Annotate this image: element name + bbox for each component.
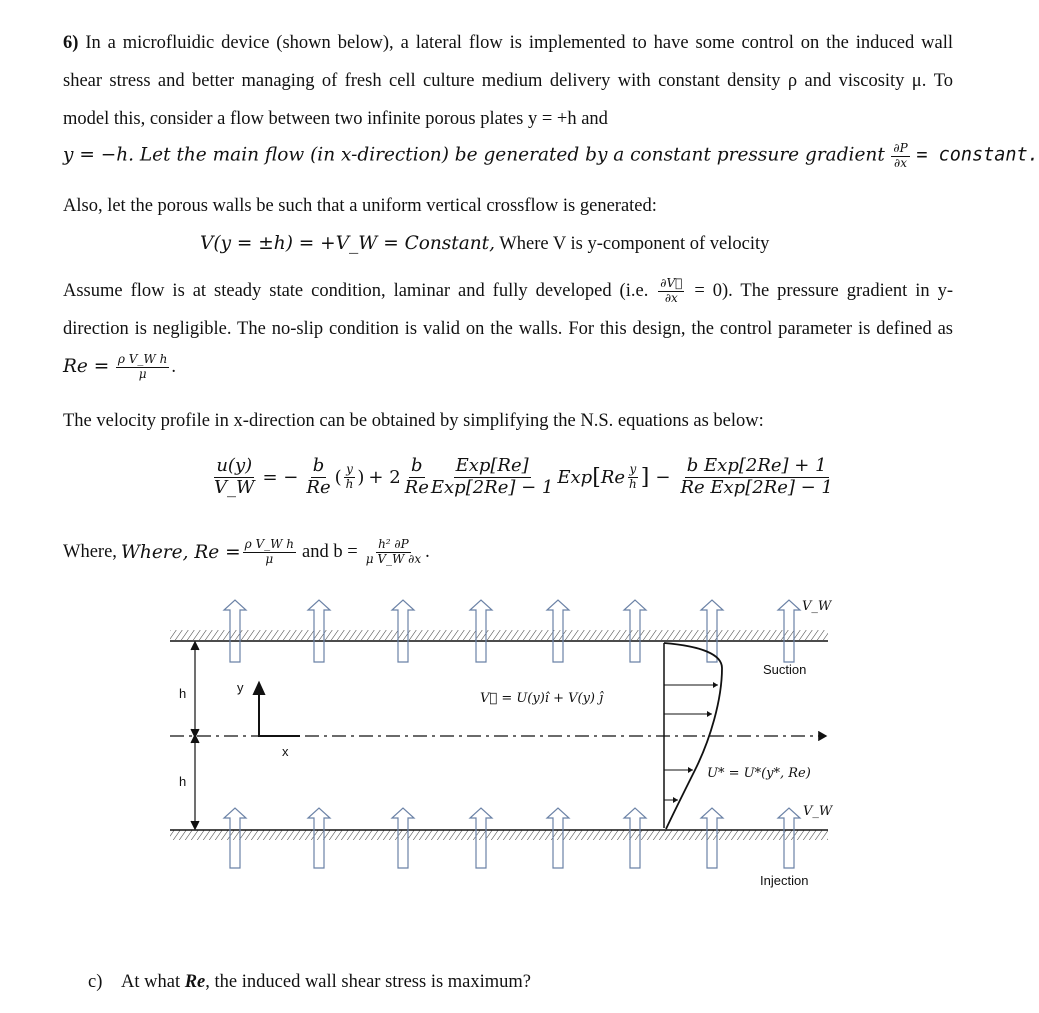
boundary-condition <box>200 233 769 255</box>
eq-minus: − <box>655 466 671 488</box>
u-star-label: U* = U*(y*, Re) <box>707 766 811 781</box>
eq-t2-exp: Exp <box>557 466 593 488</box>
b-den: μ V_W ∂x <box>365 551 422 566</box>
re-label: Re = <box>63 356 110 377</box>
eq-t1-den: Re <box>306 476 331 498</box>
eq-t2-coef: + 2 <box>368 466 401 488</box>
re-fraction <box>116 353 169 382</box>
line2-text: y = −h. Let the main flow (in x-direction) be generated by a constant pressure gradient <box>63 144 885 166</box>
intro-text: In a microfluidic device (shown below), a lateral flow is implemented to have some control on the induced wall shear stress and better managing of fresh cell culture medium delivery with constant density ρ and viscosity μ. To model this, consider a flow between two infinite porous plates y = +h and <box>63 33 954 129</box>
eq-equals-minus: = − <box>262 466 299 488</box>
vw-bottom-label: V_W <box>803 804 833 819</box>
h-bottom-label: h <box>179 774 187 789</box>
eq-t3-num: b Exp[2Re] + 1 <box>686 455 827 476</box>
eq-inner-num: y <box>629 461 637 476</box>
where-line: Where, Where, Re = $\frac{\text{ρ V\_W h}}{\mu}$ and b = $\frac{\text{h² ∂P}}{\text{μ V\_W ∂x}}$ . <box>63 537 430 566</box>
dpdx-den: ∂x <box>894 155 908 170</box>
paren-open: ( <box>334 466 342 488</box>
assume-a: Assume flow is at steady state condition, laminar and fully developed (i.e. <box>63 281 649 301</box>
top-wall <box>170 630 828 640</box>
y-axis-label: y <box>237 680 244 695</box>
eq-t1-paren <box>344 463 356 492</box>
eq-lhs <box>212 456 257 498</box>
bracket-open: [ <box>592 464 601 490</box>
assume-b: = 0). The pressure gradient in y-direction is negligible. The no-slip condition is valid on the walls. For this design, the control parameter is defined as <box>63 281 954 339</box>
where-re: Where, Re = <box>120 541 241 563</box>
eq-re-inner: Re <box>600 466 626 488</box>
bc-text: Where V is y-component of velocity <box>499 234 770 254</box>
where-re-fraction <box>243 538 296 567</box>
question-c-text-b: , the induced wall shear stress is maximum? <box>205 972 532 992</box>
pressure-gradient-line <box>63 142 1039 171</box>
dpdx-num: ∂P <box>893 141 908 155</box>
eq-inner-den: h <box>629 476 637 491</box>
eq-t3-den: Re Exp[2Re] − 1 <box>680 476 833 498</box>
re-den: μ <box>138 367 147 382</box>
injection-label: Injection <box>760 873 809 888</box>
eq-t1 <box>304 456 332 498</box>
eq-lhs-num: u(y) <box>216 455 253 476</box>
eq-t3 <box>678 456 834 498</box>
crossflow-line: Also, let the porous walls be such that a uniform vertical crossflow is generated: <box>63 196 657 216</box>
eq-t1-paren-num: y <box>346 461 353 476</box>
dvdx-num: ∂V⃗ <box>660 276 683 291</box>
problem-intro <box>63 24 953 138</box>
b-fraction <box>364 538 423 567</box>
question-c <box>88 972 531 993</box>
question-c-text-a: At what <box>121 972 181 992</box>
where-re-den: μ <box>265 551 274 566</box>
b-num: h² ∂P <box>378 537 409 551</box>
eq-t2b-num: Exp[Re] <box>455 455 529 476</box>
h-top-label: h <box>179 686 187 701</box>
vw-top-label: V_W <box>802 599 832 614</box>
eq-t2a <box>403 456 431 498</box>
where-label: Where, <box>63 541 117 562</box>
assumption-paragraph: Assume flow is at steady state condition, laminar and fully developed (i.e. $\frac{\partial V⃗}{\partial x}$ = 0). The pressure gradient in y-direction is negligible. The no-slip condition is valid on the walls. For this design, the control parameter is defined as Re = $\frac{\text{ρ V\_W h}}{\mu}$ . <box>63 276 954 382</box>
eq-inner-frac <box>627 463 639 492</box>
channel-diagram <box>0 590 1024 900</box>
bracket-close: ] <box>640 464 650 490</box>
eq-t1-num: b <box>312 455 325 476</box>
eq-t2a-den: Re <box>404 476 429 498</box>
eq-t1-paren-den: h <box>345 476 354 491</box>
re-num: ρ V_W h <box>117 352 168 367</box>
suction-label: Suction <box>763 662 807 677</box>
line2-tail: = constant. <box>916 144 1039 166</box>
where-and: and b = <box>302 541 358 562</box>
bottom-wall <box>170 830 828 840</box>
eq-t2a-num: b <box>411 455 423 476</box>
paren-close: ) <box>357 466 365 488</box>
dpdx-fraction <box>891 142 909 171</box>
where-re-num: ρ V_W h <box>244 537 295 551</box>
velocity-equation <box>210 456 837 498</box>
dvdx-den: ∂x <box>664 291 678 306</box>
velocity-intro: The velocity profile in x-direction can be obtained by simplifying the N.S. equations as below: <box>63 411 764 431</box>
problem-number: 6) <box>63 33 79 53</box>
question-c-re: Re <box>184 972 206 992</box>
question-c-label: c) <box>88 972 103 992</box>
eq-lhs-den: V_W <box>214 476 255 498</box>
velocity-vector-label: V⃗ = U(y)î + V(y) ĵ <box>480 691 604 706</box>
axes <box>254 683 300 736</box>
eq-t2b-den: Exp[2Re] − 1 <box>430 476 554 498</box>
bc-equation: V(y = ±h) = +V_W = Constant, <box>200 233 495 254</box>
x-axis-label: x <box>282 744 289 759</box>
eq-t2b <box>429 456 556 498</box>
dvdx-fraction <box>658 277 684 306</box>
